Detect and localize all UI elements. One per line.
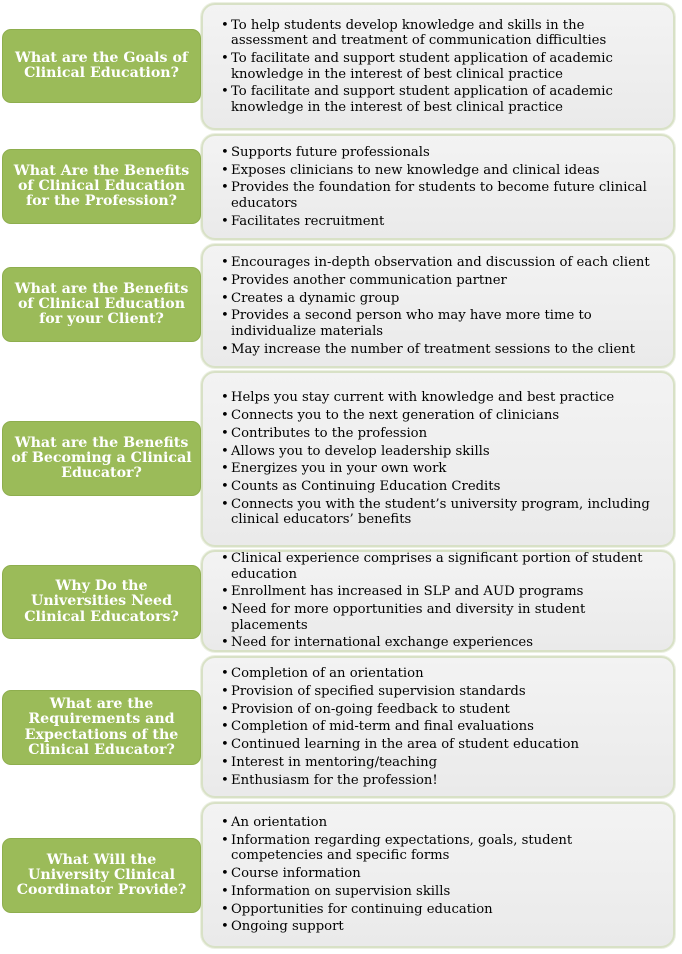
- list-item: • Clinical experience comprises a significant portion of student education: [231, 551, 663, 582]
- list-item: • Provides another communication partner: [231, 273, 663, 288]
- universities-need-bullet-list: [231, 551, 663, 651]
- goals-answer-panel: [201, 3, 675, 130]
- goals-question-label: What are the Goals of Clinical Education?: [2, 29, 201, 103]
- universities-need-question-label: Why Do the Universities Need Clinical Educators?: [2, 565, 201, 639]
- coordinator-provides-bullet-list: [231, 815, 663, 935]
- universities-need-answer-panel: [201, 550, 675, 652]
- coordinator-provides-answer-panel: [201, 802, 675, 948]
- list-item: • Interest in mentoring/teaching: [231, 755, 663, 770]
- list-item: • Helps you stay current with knowledge and best practice: [231, 390, 663, 405]
- coordinator-provides-question-label: What Will the University Clinical Coordinator Provide?: [2, 838, 201, 913]
- list-item: • Supports future professionals: [231, 145, 663, 160]
- requirements-bullet-list: [231, 666, 663, 788]
- educator-benefits-bullet-list: [231, 390, 663, 528]
- profession-benefits-answer-panel: [201, 134, 675, 240]
- list-item: • May increase the number of treatment sessions to the client: [231, 342, 663, 357]
- list-item: • To facilitate and support student application of academic knowledge in the interest of best clinical practice: [231, 84, 663, 115]
- list-item: • Ongoing support: [231, 919, 663, 934]
- list-item: • Need for international exchange experiences: [231, 635, 663, 650]
- client-benefits-bullet-list: [231, 255, 663, 357]
- list-item: • Completion of an orientation: [231, 666, 663, 681]
- list-item: • Course information: [231, 866, 663, 881]
- list-item: • Energizes you in your own work: [231, 461, 663, 476]
- list-item: • Opportunities for continuing education: [231, 902, 663, 917]
- list-item: • Connects you to the next generation of clinicians: [231, 408, 663, 423]
- list-item: • Creates a dynamic group: [231, 291, 663, 306]
- requirements-answer-panel: [201, 656, 675, 798]
- list-item: • Connects you with the student’s university program, including clinical educators’ benefits: [231, 497, 663, 528]
- list-item: • Information on supervision skills: [231, 884, 663, 899]
- list-item: • Provides a second person who may have more time to individualize materials: [231, 308, 663, 339]
- list-item: • Provides the foundation for students to become future clinical educators: [231, 180, 663, 211]
- list-item: • Completion of mid-term and final evaluations: [231, 719, 663, 734]
- list-item: • Enrollment has increased in SLP and AUD programs: [231, 584, 663, 599]
- list-item: • To facilitate and support student application of academic knowledge in the interest of best clinical practice: [231, 51, 663, 82]
- client-benefits-answer-panel: [201, 244, 675, 368]
- profession-benefits-question-label: What Are the Benefits of Clinical Education for the Profession?: [2, 149, 201, 224]
- profession-benefits-bullet-list: [231, 145, 663, 229]
- list-item: • Continued learning in the area of student education: [231, 737, 663, 752]
- list-item: • Counts as Continuing Education Credits: [231, 479, 663, 494]
- list-item: • Provision of specified supervision standards: [231, 684, 663, 699]
- list-item: • Exposes clinicians to new knowledge and clinical ideas: [231, 163, 663, 178]
- list-item: • Allows you to develop leadership skills: [231, 444, 663, 459]
- list-item: • Provision of on-going feedback to student: [231, 702, 663, 717]
- list-item: • Contributes to the profession: [231, 426, 663, 441]
- list-item: • Need for more opportunities and diversity in student placements: [231, 602, 663, 633]
- list-item: • Facilitates recruitment: [231, 214, 663, 229]
- list-item: • Encourages in-depth observation and discussion of each client: [231, 255, 663, 270]
- list-item: • An orientation: [231, 815, 663, 830]
- list-item: • Enthusiasm for the profession!: [231, 773, 663, 788]
- goals-bullet-list: [231, 18, 663, 115]
- educator-benefits-question-label: What are the Benefits of Becoming a Clinical Educator?: [2, 421, 201, 496]
- list-item: • To help students develop knowledge and skills in the assessment and treatment of communication difficulties: [231, 18, 663, 49]
- list-item: • Information regarding expectations, goals, student competencies and specific forms: [231, 833, 663, 864]
- client-benefits-question-label: What are the Benefits of Clinical Education for your Client?: [2, 267, 201, 342]
- requirements-question-label: What are the Requirements and Expectations of the Clinical Educator?: [2, 690, 201, 765]
- educator-benefits-answer-panel: [201, 371, 675, 547]
